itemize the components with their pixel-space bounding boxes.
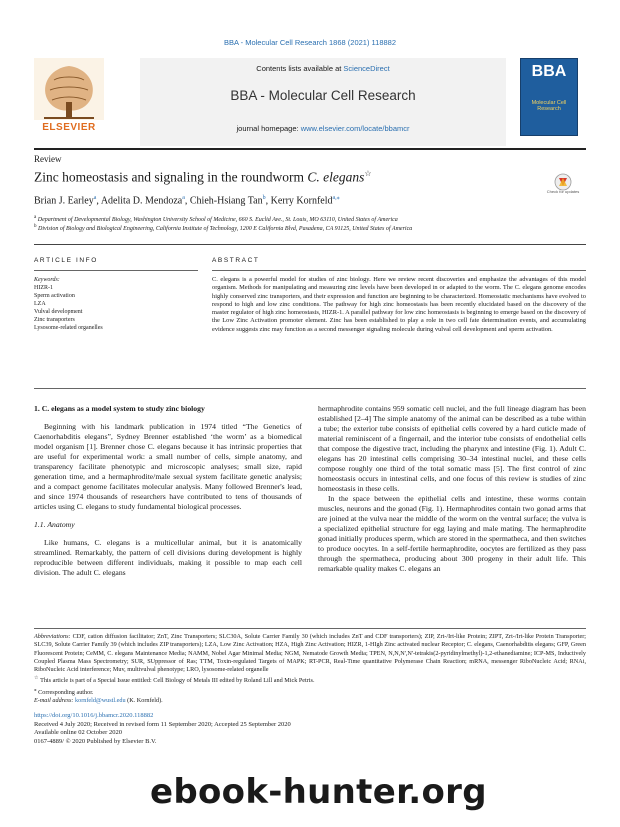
affiliation [34,224,412,232]
crossmark-label[interactable]: Check for updates [546,189,580,194]
abbreviations-label: Abbreviations: [34,633,71,640]
contents-prefix: Contents lists available at [256,64,342,73]
affiliation [34,215,398,223]
doi-link[interactable]: https://doi.org/10.1016/j.bbamcr.2020.118882 [34,712,154,719]
homepage-link[interactable]: www.elsevier.com/locate/bbamcr [300,124,410,133]
author-list: Brian J. Earley$^a$, Adelita D. Mendoza$^a$, Chieh-Hsiang Tan$^b$, Kerry Kornfeld$^{a,⁎}$ [34,195,340,207]
author-affiliation-mark[interactable]: b [262,195,266,201]
available-online: Available online 02 October 2020 [34,729,122,736]
title-italic: C. elegans [307,169,365,185]
body-column-right [318,404,586,574]
journal-title: BBA - Molecular Cell Research [230,88,416,103]
article-title [34,169,372,186]
keyword: Sperm activation [34,293,75,299]
author-name[interactable]: Adelita D. Mendoza [100,195,183,207]
email-note [34,697,586,705]
subsection-title: 1.1. Anatomy [34,520,75,529]
title-text: Zinc homeostasis and signaling in the roundworm [34,169,308,185]
sciencedirect-link[interactable]: ScienceDirect [343,64,390,73]
footnotes [34,633,586,706]
elsevier-wordmark: ELSEVIER [42,122,96,133]
email-suffix: (K. Kornfeld). [127,697,163,705]
abstract-heading: ABSTRACT [212,257,260,264]
body-paragraph: Like humans, C. elegans is a multicellular animal, but it is anatomically streamlined. Remarkably, the pattern of cell divisions during development is highly reproducible between different individuals, making it possible to map each cell division. The adult C. elegans [34,538,302,577]
keyword: Vulval development [34,309,83,315]
corresponding-note: ⁎ Corresponding author. [34,686,94,696]
abstract-bottom-rule [34,388,586,389]
special-issue-text: This article is part of a Special Issue entitled: Cell Biology of Metals III edited by Roland Lill and Mick Petris. [40,677,315,685]
homepage-line [140,124,506,133]
body-paragraph: hermaphrodite contains 959 somatic cell nuclei, and the full lineage diagram has been established [2–4] The simple anatomy of the animal can be described as a tube within a tube; the exterior tube consists of epithelial cells covered by a hard cuticle made of material reminiscent of a fingernail, and the interior tube consists of endothelial cells that compose the digestive tract, including the pharynx and intestine (Fig. 1). Adult C. elegans has 20 intestinal cells comprising 30–34 intestinal nuclei, and these cells compose roughly one third of the total somatic mass [5]. The first control of zinc homeostasis occurs in intestinal cells, and one focus of this review is studies of zinc homeostasis in these cells. [318,404,586,493]
watermark-text: ebook-hunter.org [150,772,487,812]
author-affiliation-mark[interactable]: a [182,195,185,201]
keyword: Zinc transporters [34,317,75,323]
body-paragraph: In the space between the epithelial cells and intestine, these worms contain muscles, neurons and the gonad (Fig. 1). Hermaphrodites contain two gonad arms that are joined at the vulva near the middle of the worm on the ventral surface; the vulva is a specialized epithelial structure for egg laying and male mating. The hermaphrodite gonad initially produces sperm, which are stored in the spermatheca, and then switches to produce oocytes. In a self-fertile hermaphrodite, oocytes are fertilized as they pass through the spermatheca, producing about 300 progeny in their adult life. This remarkable quality makes C. elegans an [318,494,586,573]
author-name[interactable]: Brian J. Earley [34,195,94,207]
cover-title: BBA [531,63,567,80]
email-label: E-mail address: [34,697,74,705]
received-dates: Received 4 July 2020; Received in revised form 11 September 2020; Accepted 25 September 2020 [34,720,291,728]
author-affiliation-mark[interactable]: a [93,195,97,201]
copyright: 0167-4889/ © 2020 Published by Elsevier B.V. [34,737,157,745]
footnote-rule [34,628,586,629]
affiliation-rule [34,244,586,245]
author-name[interactable]: Chieh-Hsiang Tan [189,195,263,207]
affiliation-text: Department of Developmental Biology, Washington University School of Medicine, 660 S. Euclid Ave., St. Louis, MO 63110, United States of America [37,217,398,223]
title-footnote-mark[interactable]: ☆ [364,169,372,178]
special-issue-note: ☆ This article is part of a Special Issue entitled: Cell Biology of Metals III edited by Roland Lill and Mick Petris. [34,675,315,685]
affiliation-mark: b [34,224,37,229]
corresponding-text: Corresponding author. [38,688,94,696]
author-affiliation-mark[interactable]: a,⁎ [332,195,340,201]
body-paragraph: Beginning with his landmark publication in 1974 titled “The Genetics of Caenorhabditis elegans”, Sydney Brenner established ‘the worm’ as a biomedical model organism [1]. Brenner chose C. elegans because it has intrinsic properties that are useful for experimental work: a small number of cells, simple anatomy, and transparency facilitate phenotypic and microscopic analyses; small size, rapid generation time, and a hermaphrodite/male sexual system facilitate genetic analysis; and a compact genome facilitates molecular analysis. Many followed Brenner's lead, and since 1974 thousands of researchers have contributed to tens of thousands of articles using C. elegans to study fundamental biological processes. [34,422,302,511]
doi-block [34,712,291,746]
keywords-label: Keywords: [34,277,60,283]
contents-line [140,64,506,73]
abstract-text: C. elegans is a powerful model for studies of zinc biology. Here we review recent discoveries and emphasize the advantages of this model organism. Methods for manipulating and measuring zinc levels have been developed in or adapted to the worm. The C. elegans genome encodes highly conserved zinc transporters, and their expression and function are beginning to be characterized. Homeostatic mechanisms have evolved to respond to high and low zinc conditions. The pathway for high zinc homeostasis has been recently elucidated based on the discovery of the master regulator of high zinc homeostasis, HIZR-1. A parallel pathway for low zinc homeostasis is beginning to emerge based on the discovery of the Low Zinc Activation promoter element. Zinc has been established to play a role in two cell fate determination events, and accumulating evidence suggests zinc may function as a second messenger signaling molecule during vulval cell development and sperm activation. [212,276,586,333]
article-type: Review [34,154,62,164]
body-column-left [34,404,302,578]
keyword: LZA [34,301,46,307]
abstract-rule [212,270,586,271]
affiliation-mark: a [34,215,37,220]
article-info-heading: ARTICLE INFO [34,257,98,264]
affiliation-text: Division of Biology and Biological Engineering, California Institute of Technology, 1200 E California Blvd, Pasadena, CA 91125, United States of America [38,226,413,232]
keywords-block [34,276,198,332]
journal-reference[interactable]: BBA - Molecular Cell Research 1868 (2021) 118882 [223,38,397,47]
keyword: Lysosome-related organelles [34,325,103,331]
article-info-rule [34,270,198,271]
homepage-prefix: journal homepage: [236,124,299,133]
email-link[interactable]: kornfeld@wustl.edu [75,697,126,705]
section-title: 1. C. elegans as a model system to study zinc biology [34,404,205,413]
cover-subtitle: Molecular Cell Research [531,100,567,112]
abbreviations-text: CDF, cation diffusion facilitator; ZnT, Zinc Transporters; SLC30A, Solute Carrier Family 30 (which includes ZnT and CDF transporters); ZIP, Zrt-/Irt-like Protein; ZIPT, Zrt-/Irt-like Protein Transporter; SLC39, Solute Carrier Family 39 (which includes ZIP transporters); LZA, Low Zinc Activation; HZA, High Zinc Activation; HIZR, 1-HIgh Zinc activated nuclear Receptor; C. elegans, Caenorhabditis elegans; GFP, Green Fluorescent Protein; CeMM, C. elegans Maintenance Media; NAMM, Nobel Agar Minimal Media; NGM, Nematode Growth Media; TPEN, N,N,N',N'-tetrakis(2-pyridinylmethyl)-1,2-ethanediamine; ICP-MS, Inductively Coupled Plasma Mass Spectrometry; SUR, SUppressor of Ras; TTM, Toxin-regulated Targets of MAPK; RT-PCR, Real-Time quantitative Polymerase Chain Reaction; mRNA, messenger RiboNucleic Acid; RNAi, RiboNucleic Acid interference; Muv, multivulval phenotype; LRO, lysosome-related organelle [34,633,586,674]
abbreviations-note [34,633,586,674]
crossmark-icon[interactable] [548,173,578,199]
keyword: HIZR-1 [34,285,53,291]
author-name[interactable]: Kerry Kornfeld [270,195,333,207]
header-rule [34,148,586,150]
